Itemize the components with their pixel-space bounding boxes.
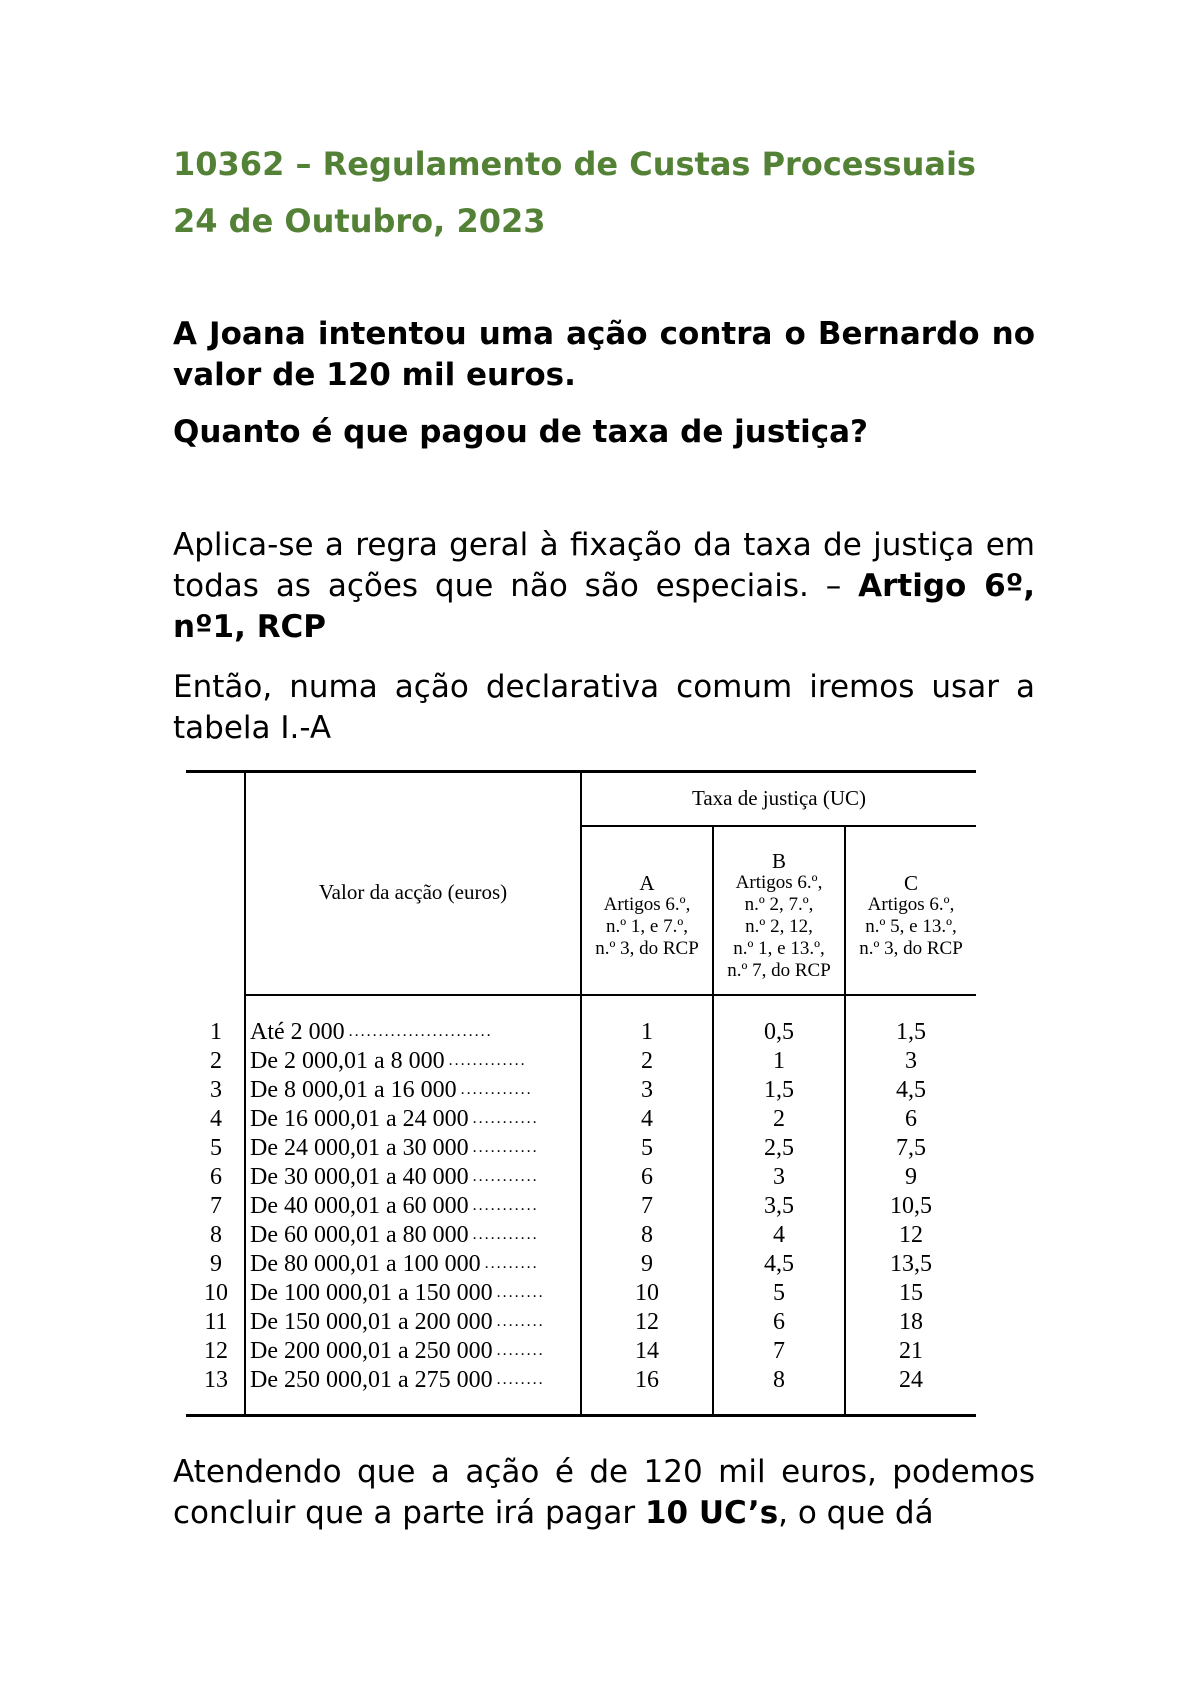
- row-number: 6: [210, 1164, 222, 1190]
- cell-col-c: 1,5: [896, 1019, 926, 1045]
- row-leader-dots: ........: [496, 1371, 545, 1388]
- row-value-range: De 80 000,01 a 100 000: [250, 1251, 481, 1277]
- row-number: 2: [210, 1048, 222, 1074]
- cell-col-c: 10,5: [890, 1193, 932, 1219]
- row-number: 9: [210, 1251, 222, 1277]
- cell-col-b: 6: [773, 1309, 785, 1335]
- row-leader-dots: ........................: [348, 1023, 493, 1040]
- row-value-range: De 8 000,01 a 16 000: [250, 1077, 457, 1103]
- cell-col-b: 2: [773, 1106, 785, 1132]
- paragraph-rule-text: Aplica-se a regra geral à fixação da taxa de justiça em todas as ações que não são especiais. –: [173, 527, 1035, 604]
- cell-col-a: 2: [641, 1048, 653, 1074]
- cell-col-c: 7,5: [896, 1135, 926, 1161]
- paragraph-conclusion: [173, 1452, 1035, 1534]
- row-leader-dots: ...........: [472, 1226, 539, 1243]
- cell-col-a: 6: [641, 1164, 653, 1190]
- cell-col-b: 3: [773, 1164, 785, 1190]
- cell-col-b: 5: [773, 1280, 785, 1306]
- paragraph-rule: [173, 525, 1035, 648]
- paragraph-table-intro: Então, numa ação declarativa comum iremos usar a tabela I.-A: [173, 669, 1035, 746]
- uc-amount: 10 UC’s: [644, 1495, 779, 1531]
- cell-col-b: 1: [773, 1048, 785, 1074]
- conclusion-tail: , o que dá: [778, 1495, 934, 1531]
- cell-col-a: 5: [641, 1135, 653, 1161]
- column-header-c: C Artigos 6.º, n.º 5, e 13.º, n.º 3, do RCP: [859, 871, 963, 959]
- row-value-range: Até 2 000: [250, 1019, 345, 1045]
- row-value-range: De 200 000,01 a 250 000: [250, 1338, 493, 1364]
- cell-col-a: 8: [641, 1222, 653, 1248]
- cell-col-b: 7: [773, 1338, 785, 1364]
- row-number: 5: [210, 1135, 222, 1161]
- row-value-range: De 24 000,01 a 30 000: [250, 1135, 469, 1161]
- cell-col-a: 9: [641, 1251, 653, 1277]
- row-value-range: De 16 000,01 a 24 000: [250, 1106, 469, 1132]
- cell-col-a: 16: [635, 1367, 659, 1393]
- document-date: 24 de Outubro, 2023: [173, 202, 546, 240]
- row-value-range: De 2 000,01 a 8 000: [250, 1048, 445, 1074]
- column-header-b: B Artigos 6.º, n.º 2, 7.º, n.º 2, 12, n.º 1, e 13.º, n.º 7, do RCP: [727, 849, 831, 981]
- row-leader-dots: ...........: [472, 1110, 539, 1127]
- question-statement: A Joana intentou uma ação contra o Bernardo no valor de 120 mil euros.: [173, 316, 1035, 393]
- cell-col-a: 14: [635, 1338, 659, 1364]
- row-leader-dots: ........: [496, 1313, 545, 1330]
- row-leader-dots: .........: [484, 1255, 539, 1272]
- row-value-range: De 40 000,01 a 60 000: [250, 1193, 469, 1219]
- cell-col-a: 4: [641, 1106, 653, 1132]
- column-header-a: A Artigos 6.º, n.º 1, e 7.º, n.º 3, do RCP: [595, 871, 699, 959]
- row-leader-dots: .............: [448, 1052, 527, 1069]
- cell-col-a: 7: [641, 1193, 653, 1219]
- conclusion-text: Atendendo que a ação é de 120 mil euros, podemos concluir que a parte irá pagar: [173, 1454, 1035, 1531]
- row-value-range: De 30 000,01 a 40 000: [250, 1164, 469, 1190]
- row-value-range: De 100 000,01 a 150 000: [250, 1280, 493, 1306]
- row-number: 8: [210, 1222, 222, 1248]
- row-number: 11: [204, 1309, 228, 1335]
- cell-col-c: 3: [905, 1048, 917, 1074]
- row-value-range: De 250 000,01 a 275 000: [250, 1367, 493, 1393]
- row-number: 12: [204, 1338, 228, 1364]
- cell-col-b: 0,5: [764, 1019, 794, 1045]
- row-leader-dots: ...........: [472, 1168, 539, 1185]
- row-number: 4: [210, 1106, 222, 1132]
- row-number: 13: [204, 1367, 228, 1393]
- cell-col-b: 4,5: [764, 1251, 794, 1277]
- article-reference: Artigo 6º, nº1, RCP: [173, 568, 1035, 645]
- cell-col-c: 4,5: [896, 1077, 926, 1103]
- row-number: 7: [210, 1193, 222, 1219]
- cell-col-b: 4: [773, 1222, 785, 1248]
- row-leader-dots: ........: [496, 1342, 545, 1359]
- cell-col-a: 10: [635, 1280, 659, 1306]
- cell-col-c: 6: [905, 1106, 917, 1132]
- cell-col-a: 1: [641, 1019, 653, 1045]
- cell-col-a: 12: [635, 1309, 659, 1335]
- cell-col-c: 15: [899, 1280, 923, 1306]
- cell-col-a: 3: [641, 1077, 653, 1103]
- cell-col-c: 24: [899, 1367, 923, 1393]
- cell-col-c: 12: [899, 1222, 923, 1248]
- row-leader-dots: ...........: [472, 1139, 539, 1156]
- cell-col-c: 18: [899, 1309, 923, 1335]
- row-number: 3: [210, 1077, 222, 1103]
- document-title: 10362 – Regulamento de Custas Processuais: [173, 145, 976, 183]
- row-number: 10: [204, 1280, 228, 1306]
- cell-col-c: 9: [905, 1164, 917, 1190]
- cell-col-b: 8: [773, 1367, 785, 1393]
- fee-table: [186, 770, 976, 1418]
- row-leader-dots: ...........: [472, 1197, 539, 1214]
- question-prompt: Quanto é que pagou de taxa de justiça?: [173, 414, 869, 450]
- row-leader-dots: ........: [496, 1284, 545, 1301]
- row-number: 1: [210, 1019, 222, 1045]
- cell-col-b: 2,5: [764, 1135, 794, 1161]
- row-leader-dots: ............: [460, 1081, 533, 1098]
- column-header-value: Valor da acção (euros): [318, 880, 508, 904]
- column-header-tax: Taxa de justiça (UC): [691, 786, 867, 810]
- row-value-range: De 60 000,01 a 80 000: [250, 1222, 469, 1248]
- cell-col-b: 1,5: [764, 1077, 794, 1103]
- row-value-range: De 150 000,01 a 200 000: [250, 1309, 493, 1335]
- cell-col-c: 13,5: [890, 1251, 932, 1277]
- cell-col-c: 21: [899, 1338, 923, 1364]
- cell-col-b: 3,5: [764, 1193, 794, 1219]
